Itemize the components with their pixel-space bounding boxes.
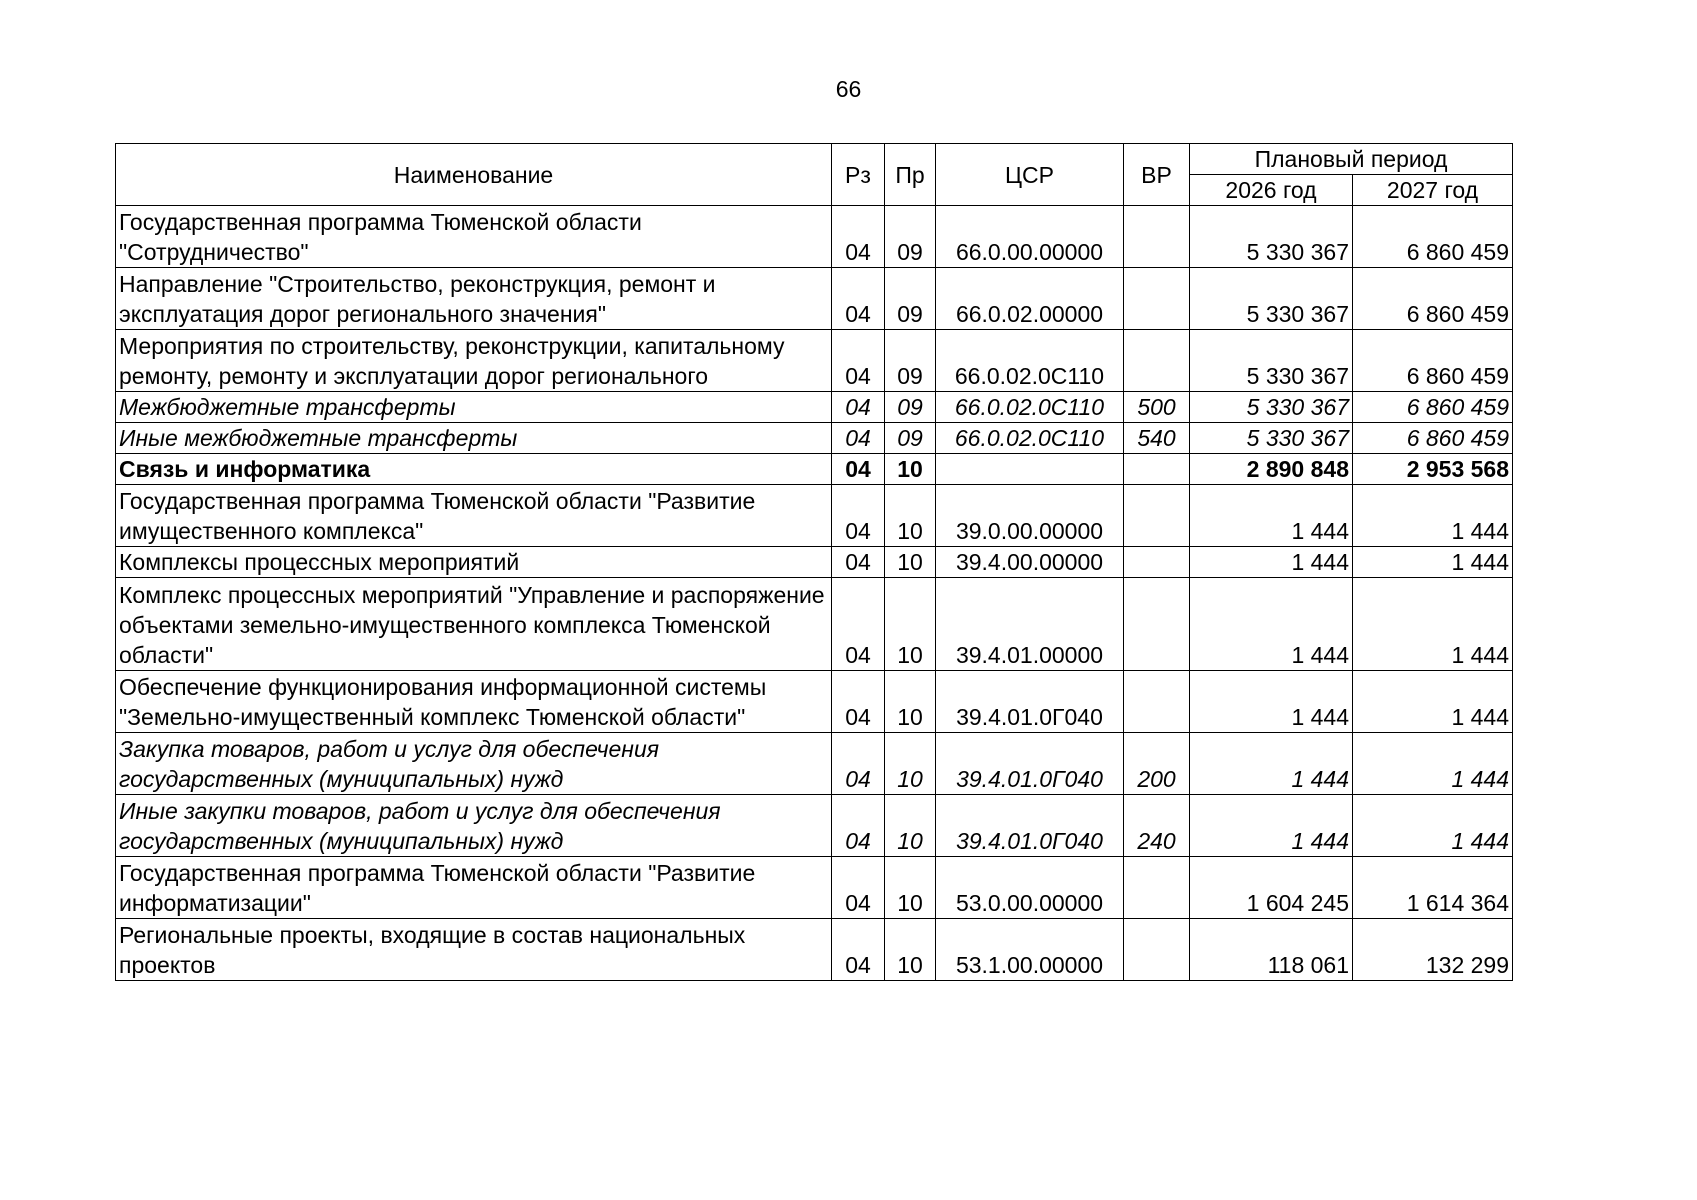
cell-vr (1124, 857, 1190, 919)
cell-vr (1124, 671, 1190, 733)
cell-csr: 39.4.01.0Г040 (936, 671, 1124, 733)
cell-pr: 10 (885, 547, 936, 578)
cell-2027: 6 860 459 (1353, 268, 1513, 330)
cell-name: Связь и информатика (116, 454, 832, 485)
table-row (116, 919, 1513, 981)
header-vr: ВР (1124, 144, 1190, 206)
cell-pr: 10 (885, 671, 936, 733)
cell-2026: 2 890 848 (1190, 454, 1353, 485)
cell-rz: 04 (832, 671, 885, 733)
cell-name: Иные межбюджетные трансферты (116, 423, 832, 454)
table-row (116, 423, 1513, 454)
cell-csr: 39.4.01.0Г040 (936, 733, 1124, 795)
cell-name: Закупка товаров, работ и услуг для обеспечения государственных (муниципальных) нужд (116, 733, 832, 795)
cell-rz: 04 (832, 330, 885, 392)
cell-pr: 10 (885, 857, 936, 919)
cell-name: Государственная программа Тюменской области "Развитие имущественного комплекса" (116, 485, 832, 547)
cell-vr (1124, 268, 1190, 330)
cell-2026: 5 330 367 (1190, 330, 1353, 392)
cell-vr: 200 (1124, 733, 1190, 795)
table-row (116, 330, 1513, 392)
header-csr: ЦСР (936, 144, 1124, 206)
cell-name: Межбюджетные трансферты (116, 392, 832, 423)
cell-rz: 04 (832, 206, 885, 268)
cell-2026: 1 444 (1190, 795, 1353, 857)
cell-2027: 6 860 459 (1353, 206, 1513, 268)
table-body (116, 206, 1513, 981)
cell-pr: 09 (885, 392, 936, 423)
table-row (116, 578, 1513, 671)
cell-name: Направление "Строительство, реконструкция, ремонт и эксплуатация дорог регионального значения" (116, 268, 832, 330)
cell-2027: 1 614 364 (1353, 857, 1513, 919)
cell-2027: 6 860 459 (1353, 392, 1513, 423)
cell-2027: 1 444 (1353, 733, 1513, 795)
table-row (116, 268, 1513, 330)
cell-2026: 1 604 245 (1190, 857, 1353, 919)
cell-2027: 1 444 (1353, 485, 1513, 547)
cell-vr (1124, 547, 1190, 578)
header-year-2027: 2027 год (1353, 175, 1513, 206)
cell-pr: 10 (885, 454, 936, 485)
cell-rz: 04 (832, 733, 885, 795)
cell-2026: 5 330 367 (1190, 392, 1353, 423)
cell-rz: 04 (832, 795, 885, 857)
cell-rz: 04 (832, 423, 885, 454)
cell-csr: 66.0.02.0С110 (936, 423, 1124, 454)
cell-pr: 09 (885, 206, 936, 268)
cell-csr: 53.1.00.00000 (936, 919, 1124, 981)
cell-csr: 39.4.01.0Г040 (936, 795, 1124, 857)
cell-2026: 1 444 (1190, 578, 1353, 671)
cell-2026: 5 330 367 (1190, 268, 1353, 330)
cell-pr: 10 (885, 733, 936, 795)
header-pr: Пр (885, 144, 936, 206)
table-row (116, 733, 1513, 795)
page-number: 66 (835, 76, 862, 102)
cell-2026: 5 330 367 (1190, 423, 1353, 454)
table-row (116, 671, 1513, 733)
cell-csr: 39.4.00.00000 (936, 547, 1124, 578)
cell-vr (1124, 206, 1190, 268)
cell-2027: 2 953 568 (1353, 454, 1513, 485)
cell-2027: 6 860 459 (1353, 330, 1513, 392)
cell-2027: 1 444 (1353, 795, 1513, 857)
cell-pr: 09 (885, 423, 936, 454)
cell-csr: 66.0.02.00000 (936, 268, 1124, 330)
cell-vr: 540 (1124, 423, 1190, 454)
budget-table (115, 143, 1513, 981)
cell-pr: 10 (885, 919, 936, 981)
cell-2026: 1 444 (1190, 485, 1353, 547)
table-row (116, 392, 1513, 423)
cell-csr (936, 454, 1124, 485)
cell-rz: 04 (832, 454, 885, 485)
cell-name: Государственная программа Тюменской области "Сотрудничество" (116, 206, 832, 268)
cell-2027: 1 444 (1353, 547, 1513, 578)
table-row (116, 795, 1513, 857)
cell-pr: 10 (885, 485, 936, 547)
cell-name: Мероприятия по строительству, реконструкции, капитальному ремонту, ремонту и эксплуатации дорог регионального (116, 330, 832, 392)
cell-2027: 132 299 (1353, 919, 1513, 981)
cell-rz: 04 (832, 578, 885, 671)
cell-vr (1124, 578, 1190, 671)
cell-2026: 1 444 (1190, 671, 1353, 733)
header-year-2026: 2026 год (1190, 175, 1353, 206)
cell-rz: 04 (832, 919, 885, 981)
cell-name: Обеспечение функционирования информационной системы "Земельно-имущественный комплекс Тюменской области" (116, 671, 832, 733)
cell-pr: 10 (885, 578, 936, 671)
cell-name: Иные закупки товаров, работ и услуг для обеспечения государственных (муниципальных) нужд (116, 795, 832, 857)
cell-2026: 118 061 (1190, 919, 1353, 981)
cell-name: Комплекс процессных мероприятий "Управление и распоряжение объектами земельно-имущественного комплекса Тюменской области" (116, 578, 832, 671)
cell-rz: 04 (832, 485, 885, 547)
table-row (116, 547, 1513, 578)
cell-rz: 04 (832, 392, 885, 423)
cell-2026: 1 444 (1190, 733, 1353, 795)
cell-csr: 39.0.00.00000 (936, 485, 1124, 547)
header-rz: Рз (832, 144, 885, 206)
table-row (116, 206, 1513, 268)
cell-rz: 04 (832, 547, 885, 578)
cell-name: Региональные проекты, входящие в состав национальных проектов (116, 919, 832, 981)
cell-vr: 500 (1124, 392, 1190, 423)
cell-vr (1124, 485, 1190, 547)
cell-pr: 09 (885, 330, 936, 392)
cell-name: Государственная программа Тюменской области "Развитие информатизации" (116, 857, 832, 919)
cell-2026: 5 330 367 (1190, 206, 1353, 268)
cell-rz: 04 (832, 857, 885, 919)
cell-vr (1124, 454, 1190, 485)
table-row (116, 857, 1513, 919)
cell-csr: 66.0.02.0С110 (936, 392, 1124, 423)
cell-2027: 6 860 459 (1353, 423, 1513, 454)
header-plan-period: Плановый период (1190, 144, 1513, 175)
cell-pr: 10 (885, 795, 936, 857)
cell-pr: 09 (885, 268, 936, 330)
cell-csr: 66.0.02.0С110 (936, 330, 1124, 392)
table-row (116, 485, 1513, 547)
cell-csr: 66.0.00.00000 (936, 206, 1124, 268)
table-row (116, 454, 1513, 485)
cell-2027: 1 444 (1353, 578, 1513, 671)
cell-2027: 1 444 (1353, 671, 1513, 733)
cell-vr: 240 (1124, 795, 1190, 857)
cell-2026: 1 444 (1190, 547, 1353, 578)
cell-vr (1124, 330, 1190, 392)
cell-name: Комплексы процессных мероприятий (116, 547, 832, 578)
cell-vr (1124, 919, 1190, 981)
cell-csr: 53.0.00.00000 (936, 857, 1124, 919)
header-name: Наименование (116, 144, 832, 206)
cell-rz: 04 (832, 268, 885, 330)
cell-csr: 39.4.01.00000 (936, 578, 1124, 671)
